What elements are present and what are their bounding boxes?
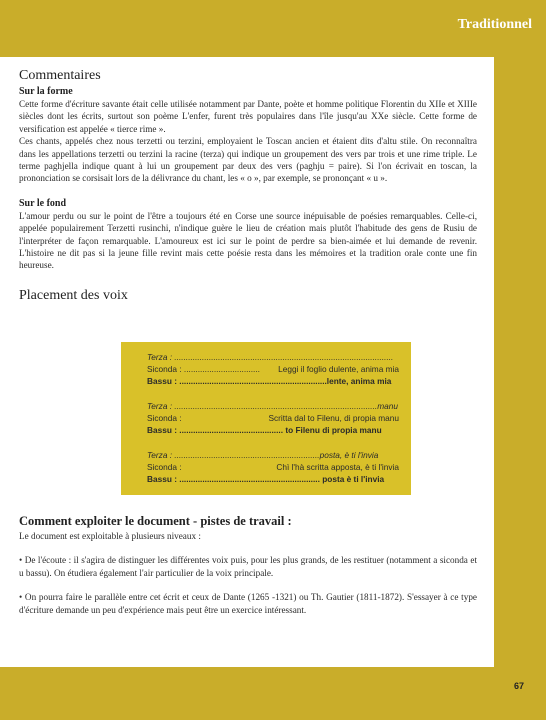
exploiter-heading: Comment exploiter le document - pistes de travail : — [19, 514, 292, 528]
content — [19, 67, 477, 305]
forme-paragraph-2: Ces chants, appelés chez nous terzetti ou terzini, employaient le Toscan ancien et étaient dits d'altu stile. On reconnaîtra dans les appellations terzetti ou terzini la racine (terza) qui indique un groupement des vers par trois et une rime triple. Le terme paghjella indique quant à lui un groupement par deux des vers (paghju = paire). Si l'on écrivait en toscan, la prononciation se corsisait lors de la délivrance du chant, les « o », par exemple, se prononçant « u ». — [19, 136, 477, 184]
voice-row-terza-3 — [147, 449, 399, 461]
voice-row-terza-2 — [147, 400, 399, 412]
voice-placement-box — [121, 342, 411, 495]
voice-text: Scritta dal to Filenu, di propia manu — [268, 413, 399, 423]
section-title: Traditionnel — [457, 17, 532, 32]
page-number: 67 — [513, 681, 524, 691]
voice-text: Chì l'hà scritta apposta, è ti l'invia — [276, 462, 399, 472]
voice-text: ............................................................................................... — [174, 352, 394, 362]
voice-row-terza-1 — [147, 351, 399, 363]
voice-text: ............................................. to Filenu di propia manu — [179, 425, 382, 435]
exploiter-intro: Le document est exploitable à plusieurs niveaux : — [19, 531, 201, 541]
forme-paragraph-1: Cette forme d'écriture savante était celle utilisée notamment par Dante, poète et homme politique Florentin du XIIe et XIIIe siècles dont les écrits, surtout son poème L'enfer, furent très populaires dans l'île jusqu'au XXe siècle. Cette forme de versification est appelée « tierce rime ». — [19, 99, 477, 134]
exploiter-bullet-2: • On pourra faire le parallèle entre cet écrit et ceux de Dante (1265 -1321) ou Th. Gautier (1811-1872). S'essayer à ce type d'écriture demande un peu d'expérience mais peut être un exercice intéressant. — [19, 592, 477, 615]
forme-subheading: Sur la forme — [19, 86, 73, 97]
page-body — [0, 57, 494, 667]
voice-label: Bassu : — [147, 376, 180, 386]
voice-text: ........................................................................................manu — [174, 401, 398, 411]
exploiter-bullet-1: • De l'écoute : il s'agira de distinguer les différentes voix puis, pour les plus grands, de les restituer (notamment a siconda et u bassu). On étudiera également l'air particulier de la voix principale. — [19, 555, 477, 578]
voice-label: Terza : — [147, 450, 175, 460]
voice-text: Leggi il foglio dulente, anima mia — [278, 364, 399, 374]
voice-label: Siconda : — [147, 462, 182, 472]
voice-row-siconda-3 — [147, 461, 399, 473]
voice-row-siconda-1 — [147, 363, 399, 375]
voice-label: Terza : — [147, 352, 175, 362]
voice-row-bassu-3 — [147, 473, 399, 485]
voice-label: Bassu : — [147, 425, 180, 435]
voice-row-bassu-2 — [147, 424, 399, 436]
voice-row-siconda-2 — [147, 412, 399, 424]
fond-subheading: Sur le fond — [19, 197, 67, 209]
commentaires-heading: Commentaires — [19, 68, 101, 83]
voice-text: ...............................................................posta, è ti l'invia — [174, 450, 379, 460]
voice-label: Siconda : — [147, 413, 182, 423]
voice-text: ................................................................lente, anima mia — [179, 376, 392, 386]
voice-text: ............................................................. posta è ti l'invia — [179, 474, 385, 484]
exploiter-section — [19, 512, 477, 616]
placement-heading: Placement des voix — [19, 287, 128, 303]
fond-paragraph: L'amour perdu ou sur le point de l'être a toujours été en Corse une source inépuisable de poésies remarquables. Celle-ci, appelée populairement Terzetti rusinchi, n'indique guère le lieu de création mais plutôt l'habitude des gens de Rusiu de l'interpréter de façon remarquable. L'amoureux est ici sur le point de perdre sa bien-aimée et lui demande de revenir. L'histoire ne dit pas si la jeune fille revint mais cette poésie resta dans les mémoires et la tradition orale conte une fin heureuse. — [19, 210, 477, 271]
voice-label: Siconda : ................................. — [147, 364, 260, 374]
voice-label: Bassu : — [147, 474, 180, 484]
voice-row-bassu-1 — [147, 375, 399, 387]
voice-label: Terza : — [147, 401, 175, 411]
